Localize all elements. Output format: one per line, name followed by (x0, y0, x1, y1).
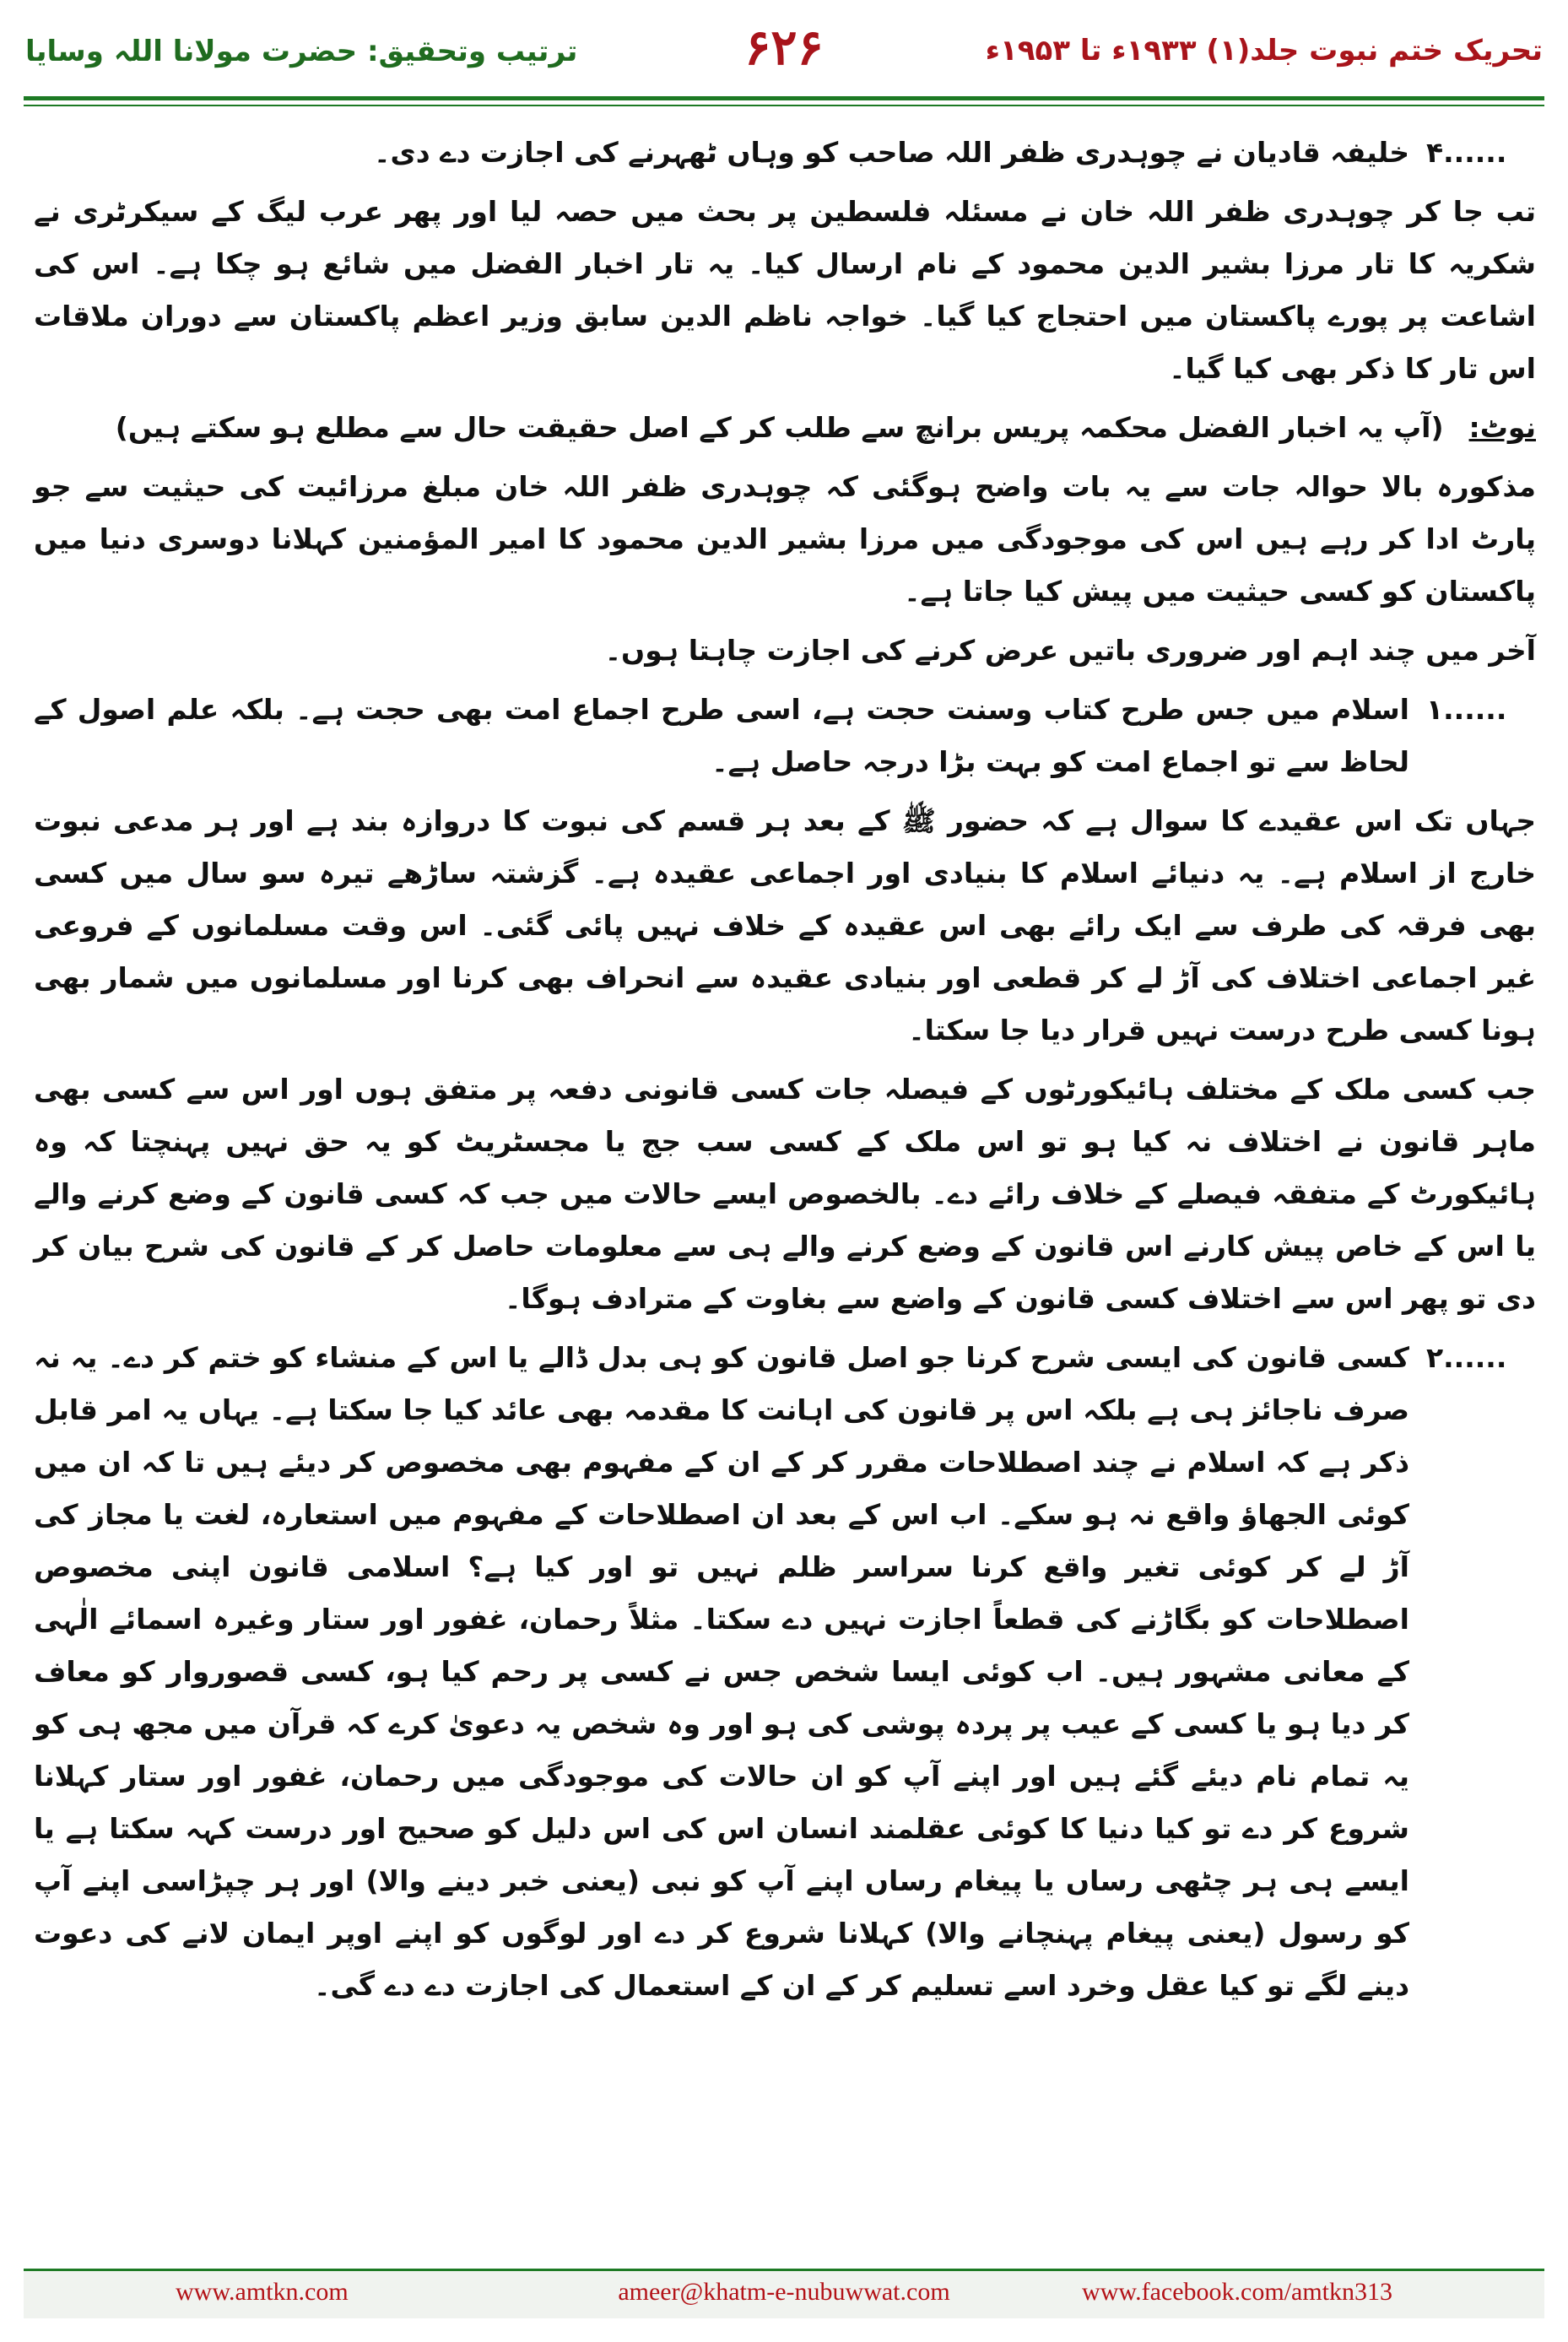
paragraph-number: ۲...... (1426, 1341, 1507, 1374)
paragraph-number: ۱...... (1426, 693, 1507, 726)
paragraph (34, 127, 1536, 179)
note-paragraph (34, 402, 1536, 454)
page-header (0, 0, 1568, 100)
note-label: نوٹ: (1468, 411, 1536, 444)
paragraph-text: خلیفہ قادیان نے چوہدری ظفر اللہ صاحب کو وہاں ٹھہرنے کی اجازت دے دی۔ (374, 136, 1409, 169)
header-rule-thin (24, 105, 1544, 106)
paragraph-text: جہاں تک اس عقیدے کا سوال ہے کہ حضور ﷺ کے بعد ہر قسم کی نبوت کا دروازہ بند ہے اور ہر مدعی نبوت خارج از اسلام ہے۔ یہ دنیائے اسلام کا بنیادی اور اجماعی عقیدہ ہے۔ گزشتہ ساڑھے تیرہ سو سال میں کسی بھی فرقہ کی طرف سے ایک رائے بھی اس عقیدہ کے خلاف نہیں پائی گئی۔ اس وقت مسلمانوں کے فروعی غیر اجماعی اختلاف کی آڑ لے کر قطعی اور بنیادی عقیدہ سے انحراف بھی کرنا اور مسلمانوں میں شمار بھی ہونا کسی طرح درست نہیں قرار دیا جا سکتا۔ (34, 804, 1536, 1047)
header-compiler: ترتیب وتحقیق: حضرت مولانا اللہ وسایا (25, 35, 578, 68)
paragraph (34, 461, 1536, 618)
paragraph-number: ۴...... (1426, 136, 1507, 169)
footer-email-link[interactable]: ameer@khatm-e-nubuwwat.com (618, 2278, 950, 2306)
paragraph-text: جب کسی ملک کے مختلف ہائیکورٹوں کے فیصلہ جات کسی قانونی دفعہ پر متفق ہوں اور اس سے کسی بھی ماہر قانون نے اختلاف نہ کیا ہو تو اس ملک کے کسی سب جج یا مجسٹریٹ کو یہ حق نہیں پہنچتا کہ وہ ہائیکورٹ کے متفقہ فیصلے کے خلاف رائے دے۔ بالخصوص ایسے حالات میں جب کہ کسی قانون کے وضع کرنے والے یا اس کے خاص پیش کارنے اس قانون کے وضع کرنے والے ہی سے معلومات حاصل کر کے قانون کی شرح بیان کر دی تو پھر اس سے اختلاف کسی قانون کے واضع سے بغاوت کے مترادف ہوگا۔ (34, 1073, 1536, 1315)
paragraph (34, 625, 1536, 677)
paragraph (34, 1063, 1536, 1325)
footer-website-link[interactable]: www.amtkn.com (176, 2278, 349, 2306)
header-rule (24, 96, 1544, 100)
paragraph (34, 684, 1536, 788)
note-text: (آپ یہ اخبار الفضل محکمہ پریس برانچ سے طلب کر کے اصل حقیقت حال سے مطلع ہو سکتے ہیں) (115, 411, 1444, 444)
paragraph-text: اسلام میں جس طرح کتاب وسنت حجت ہے، اسی طرح اجماع امت بھی حجت ہے۔ بلکہ علم اصول کے لحاظ سے تو اجماع امت کو بہت بڑا درجہ حاصل ہے۔ (34, 693, 1409, 778)
paragraph (34, 186, 1536, 395)
paragraph-text: تب جا کر چوہدری ظفر اللہ خان نے مسئلہ فلسطین پر بحث میں حصہ لیا اور پھر عرب لیگ کے سیکرٹری نے شکریہ کا تار مرزا بشیر الدین محمود کے نام ارسال کیا۔ یہ تار اخبار الفضل میں شائع ہو چکا ہے۔ اس کی اشاعت پر پورے پاکستان میں احتجاج کیا گیا۔ خواجہ ناظم الدین سابق وزیر اعظم پاکستان سے دوران ملاقات اس تار کا ذکر بھی کیا گیا۔ (34, 195, 1536, 385)
paragraph-text: مذکورہ بالا حوالہ جات سے یہ بات واضح ہوگئی کہ چوہدری ظفر اللہ خان مبلغ مرزائیت کی حیثیت سے جو پارٹ ادا کر رہے ہیں اس کی موجودگی میں مرزا بشیر الدین محمود کا امیر المؤمنین کہلانا دوسری دنیا میں پاکستان کو کسی حیثیت میں پیش کیا جاتا ہے۔ (34, 470, 1536, 608)
paragraph (34, 795, 1536, 1057)
page-number: ۶۲۶ (744, 19, 824, 76)
footer-facebook-link[interactable]: www.facebook.com/amtkn313 (1082, 2278, 1392, 2306)
paragraph-text: آخر میں چند اہم اور ضروری باتیں عرض کرنے کی اجازت چاہتا ہوں۔ (604, 634, 1536, 667)
paragraph-text: کسی قانون کی ایسی شرح کرنا جو اصل قانون کو ہی بدل ڈالے یا اس کے منشاء کو ختم کر دے۔ یہ نہ صرف ناجائز ہی ہے بلکہ اس پر قانون کی اہانت کا مقدمہ بھی عائد کیا جا سکتا ہے۔ یہاں یہ امر قابل ذکر ہے کہ اسلام نے چند اصطلاحات مقرر کر کے ان کے مفہوم بھی مخصوص کر دیئے ہیں تا کہ ان میں کوئی الجھاؤ واقع نہ ہو سکے۔ اب اس کے بعد ان اصطلاحات کے مفہوم میں استعارہ، لغت یا مجاز کی آڑ لے کر کوئی تغیر واقع کرنا سراسر ظلم نہیں تو اور کیا ہے؟ اسلامی قانون اپنی مخصوص اصطلاحات کو بگاڑنے کی قطعاً اجازت نہیں دے سکتا۔ مثلاً رحمان، غفور اور ستار وغیرہ اسمائے الٰہی کے معانی مشہور ہیں۔ اب کوئی ایسا شخص جس نے کسی پر رحم کیا ہو، کسی قصوروار کو معاف کر دیا ہو یا کسی کے عیب پر پردہ پوشی کی ہو اور وہ شخص یہ دعویٰ کرے کہ قرآن میں مجھ ہی کو یہ تمام نام دیئے گئے ہیں اور اپنے آپ کو ان حالات کی موجودگی میں رحمان، غفور اور ستار کہلانا شروع کر دے تو کیا دنیا کا کوئی عقلمند انسان اس کی اس دلیل کو صحیح اور درست کہہ سکتا ہے یا ایسے ہی ہر چٹھی رساں یا پیغام رساں اپنے آپ کو نبی (یعنی خبر دینے والا) اور ہر چپڑاسی اپنے آپ کو رسول (یعنی پیغام پہنچانے والا) کہلانا شروع کر دے اور لوگوں کو اپنے اوپر ایمان لانے کی دعوت دینے لگے تو کیا عقل وخرد اسے تسلیم کر کے ان کے استعمال کی اجازت دے دے گی۔ (34, 1341, 1409, 2002)
page-footer (24, 2269, 1544, 2318)
paragraph (34, 1332, 1536, 2012)
header-book-title: تحریک ختم نبوت جلد(۱) ۱۹۳۳ء تا ۱۹۵۳ء (985, 34, 1543, 68)
page-body (34, 127, 1536, 2194)
